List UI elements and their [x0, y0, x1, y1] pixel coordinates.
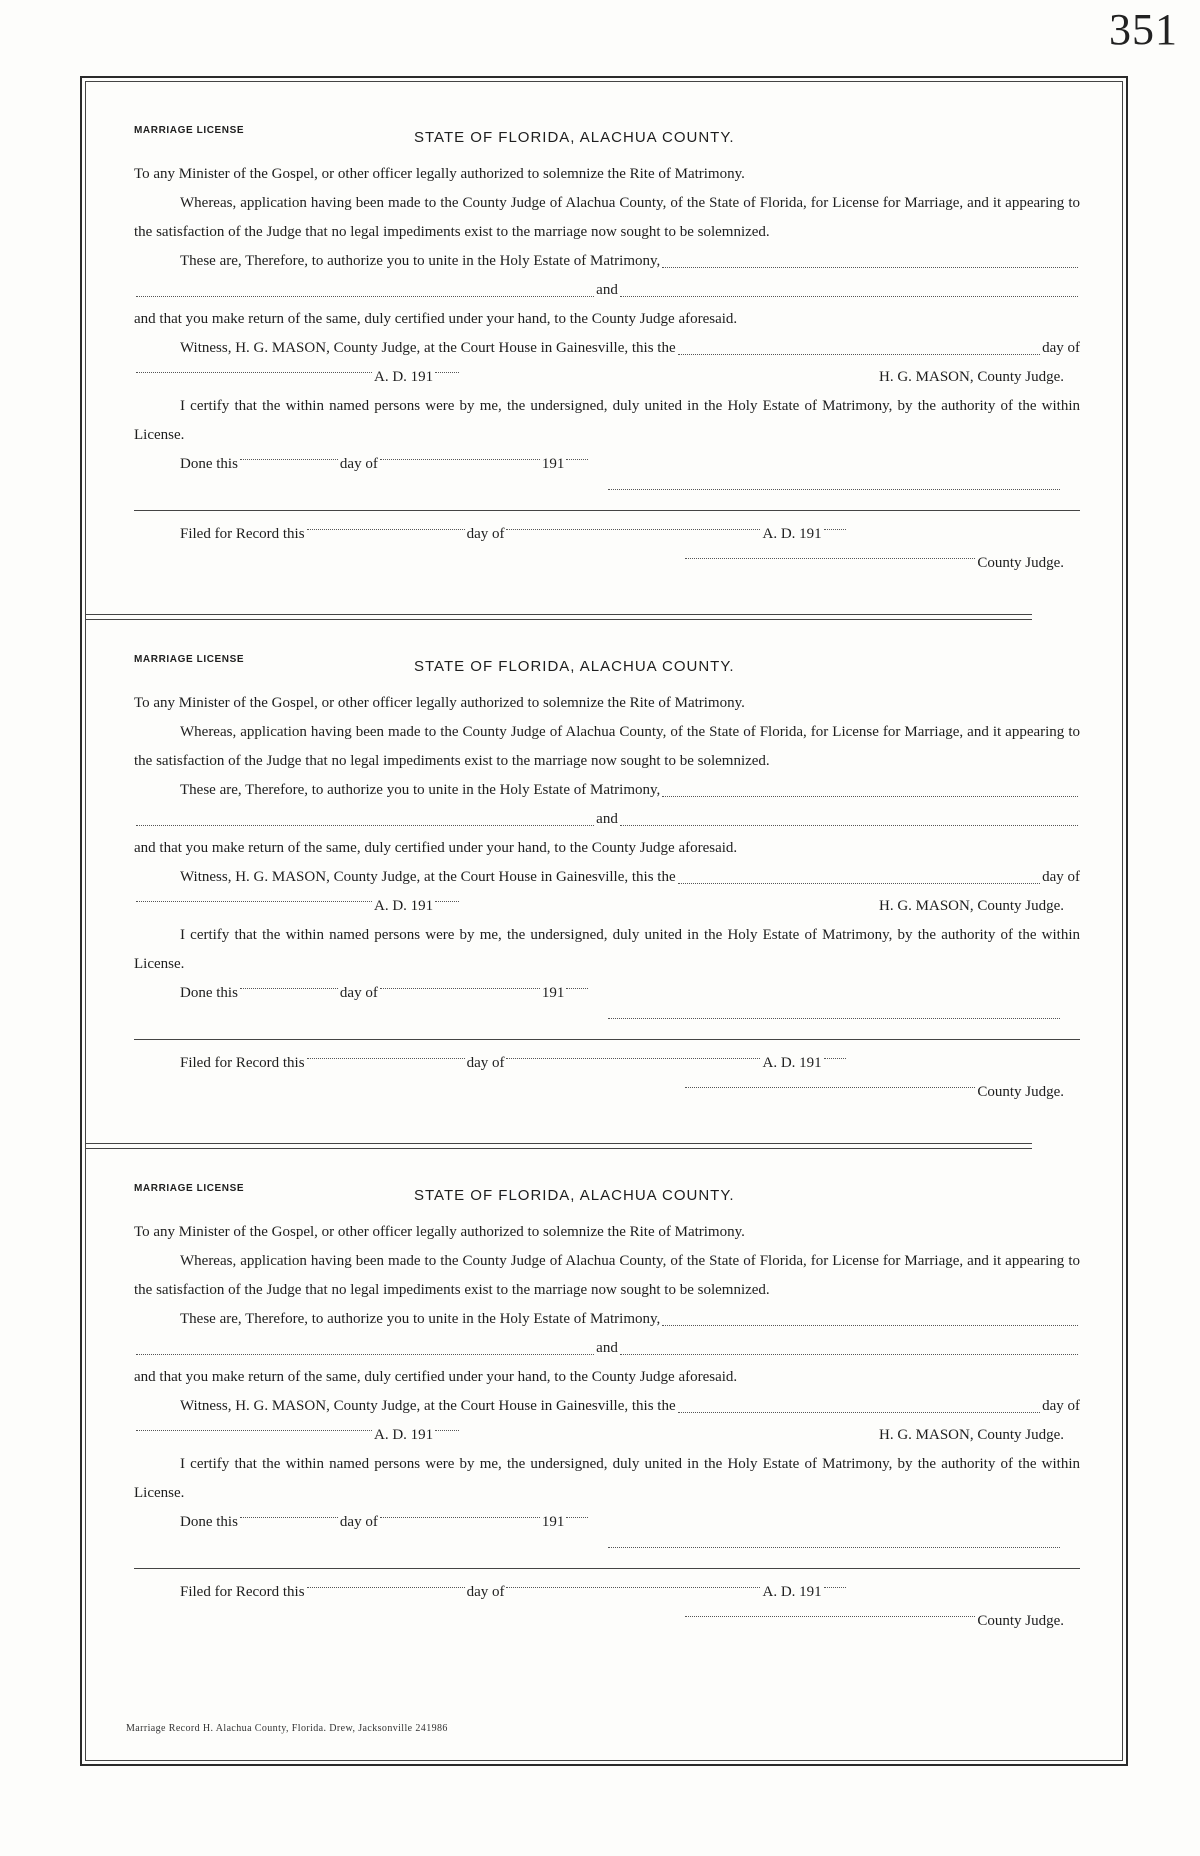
authorize-text: These are, Therefore, to authorize you to unite in the Holy Estate of Matrimony, [180, 1311, 661, 1327]
filed-line [134, 1049, 1080, 1078]
done-line [134, 1508, 1080, 1537]
officiant-signature-blank[interactable] [608, 489, 1060, 490]
witness-text: Witness, H. G. MASON, County Judge, at the Court House in Gainesville, this the [180, 340, 676, 356]
record-page-frame [80, 76, 1128, 1766]
license-body [134, 160, 1080, 578]
done-year-blank[interactable] [566, 1517, 588, 1518]
issue-date-line [134, 363, 1080, 392]
done-month-blank[interactable] [380, 459, 540, 460]
return-line [134, 305, 1080, 334]
authorize-text: These are, Therefore, to authorize you to unite in the Holy Estate of Matrimony, [180, 782, 661, 798]
filed-line [134, 520, 1080, 549]
witness-day-blank[interactable] [678, 1412, 1040, 1413]
done-line [134, 450, 1080, 479]
witness-line [134, 334, 1080, 363]
certify-paragraph: I certify that the within named persons were by me, the undersigned, duly united in the Holy Estate of Matrimony, by the authority of the within License. [134, 1456, 1080, 1501]
officiant-signature-blank[interactable] [608, 1547, 1060, 1548]
license-divider-1 [86, 614, 1032, 620]
marriage-license-1 [134, 122, 1080, 642]
issue-month-blank[interactable] [136, 372, 372, 373]
filed-ad-year-text: A. D. 191 [762, 1584, 822, 1600]
done-year-prefix: 191 [541, 985, 565, 1001]
filed-text: Filed for Record this [180, 1584, 305, 1600]
county-judge-signature-blank[interactable] [685, 1616, 975, 1617]
license-body [134, 1218, 1080, 1636]
officiant-signature-line [134, 1008, 1080, 1037]
names-line [134, 1334, 1080, 1363]
printer-imprint: Marriage Record H. Alachua County, Florida. Drew, Jacksonville 241986 [126, 1723, 448, 1734]
address-text: To any Minister of the Gospel, or other officer legally authorized to solemnize the Rite of Matrimony. [134, 166, 745, 182]
judge-signature: H. G. MASON, County Judge. [878, 898, 1064, 914]
done-day-blank[interactable] [240, 988, 338, 989]
day-of-text: day of [1042, 1398, 1080, 1414]
county-judge-text: County Judge. [977, 1084, 1064, 1100]
filed-day-of-text: day of [466, 526, 505, 542]
whereas-paragraph: Whereas, application having been made to the County Judge of Alachua County, of the State of Florida, for License for Marriage, and it appearing to the satisfaction of the Judge that no legal impediments exist to the marriage now sought to be solemnized. [134, 195, 1080, 240]
filed-year-blank[interactable] [824, 1587, 846, 1588]
done-line [134, 979, 1080, 1008]
filed-text: Filed for Record this [180, 1055, 305, 1071]
filed-day-blank[interactable] [307, 1058, 465, 1059]
filed-rule [134, 1568, 1080, 1569]
county-judge-text: County Judge. [977, 1613, 1064, 1629]
ad-year-text: A. D. 191 [374, 1427, 434, 1443]
certify-paragraph: I certify that the within named persons were by me, the undersigned, duly united in the Holy Estate of Matrimony, by the authority of the within License. [134, 398, 1080, 443]
issue-month-blank[interactable] [136, 1430, 372, 1431]
bride-name-blank[interactable] [620, 1354, 1078, 1355]
witness-text: Witness, H. G. MASON, County Judge, at the Court House in Gainesville, this the [180, 869, 676, 885]
filed-text: Filed for Record this [180, 526, 305, 542]
county-judge-signature-blank[interactable] [685, 1087, 975, 1088]
issue-year-blank[interactable] [435, 901, 459, 902]
officiant-signature-blank[interactable] [608, 1018, 1060, 1019]
address-text: To any Minister of the Gospel, or other officer legally authorized to solemnize the Rite of Matrimony. [134, 1224, 745, 1240]
county-judge-text: County Judge. [977, 555, 1064, 571]
done-year-prefix: 191 [541, 1514, 565, 1530]
bride-name-blank[interactable] [620, 296, 1078, 297]
filed-day-blank[interactable] [307, 529, 465, 530]
filed-rule [134, 510, 1080, 511]
and-text: and [596, 1340, 618, 1356]
return-line [134, 1363, 1080, 1392]
groom-name-blank[interactable] [662, 1325, 1078, 1326]
groom-name-blank[interactable] [662, 796, 1078, 797]
done-day-blank[interactable] [240, 459, 338, 460]
ad-year-text: A. D. 191 [374, 898, 434, 914]
address-line [134, 160, 1080, 189]
filed-day-blank[interactable] [307, 1587, 465, 1588]
judge-signature: H. G. MASON, County Judge. [878, 1427, 1064, 1443]
license-title: STATE OF FLORIDA, ALACHUA COUNTY. [414, 658, 735, 675]
issue-year-blank[interactable] [435, 1430, 459, 1431]
done-day-blank[interactable] [240, 1517, 338, 1518]
groom-name-continued-blank[interactable] [136, 296, 594, 297]
bride-name-blank[interactable] [620, 825, 1078, 826]
marriage-license-2 [134, 651, 1080, 1171]
filed-month-blank[interactable] [506, 1058, 760, 1059]
witness-line [134, 863, 1080, 892]
groom-name-continued-blank[interactable] [136, 825, 594, 826]
authorize-line [134, 1305, 1080, 1334]
certify-paragraph: I certify that the within named persons were by me, the undersigned, duly united in the Holy Estate of Matrimony, by the authority of the within License. [134, 927, 1080, 972]
issue-date-line [134, 892, 1080, 921]
address-text: To any Minister of the Gospel, or other officer legally authorized to solemnize the Rite of Matrimony. [134, 695, 745, 711]
done-day-of-text: day of [339, 985, 378, 1001]
license-divider-2 [86, 1143, 1032, 1149]
filed-line [134, 1578, 1080, 1607]
license-title: STATE OF FLORIDA, ALACHUA COUNTY. [414, 1187, 735, 1204]
address-line [134, 689, 1080, 718]
return-text: and that you make return of the same, duly certified under your hand, to the County Judge aforesaid. [134, 1369, 738, 1385]
and-text: and [596, 282, 618, 298]
license-body [134, 689, 1080, 1107]
filed-rule [134, 1039, 1080, 1040]
done-this-text: Done this [180, 456, 238, 472]
day-of-text: day of [1042, 869, 1080, 885]
officiant-signature-line [134, 1537, 1080, 1566]
county-judge-line [134, 1607, 1080, 1636]
done-year-blank[interactable] [566, 459, 588, 460]
whereas-paragraph: Whereas, application having been made to the County Judge of Alachua County, of the State of Florida, for License for Marriage, and it appearing to the satisfaction of the Judge that no legal impediments exist to the marriage now sought to be solemnized. [134, 724, 1080, 769]
groom-name-blank[interactable] [662, 267, 1078, 268]
done-month-blank[interactable] [380, 1517, 540, 1518]
witness-day-blank[interactable] [678, 354, 1040, 355]
filed-ad-year-text: A. D. 191 [762, 526, 822, 542]
filed-year-blank[interactable] [824, 1058, 846, 1059]
county-judge-line [134, 1078, 1080, 1107]
day-of-text: day of [1042, 340, 1080, 356]
filed-separator [134, 1037, 1080, 1049]
and-text: and [596, 811, 618, 827]
license-label: MARRIAGE LICENSE [134, 125, 245, 136]
done-this-text: Done this [180, 1514, 238, 1530]
county-judge-line [134, 549, 1080, 578]
county-judge-signature-blank[interactable] [685, 558, 975, 559]
page-number: 351 [1109, 5, 1178, 54]
done-year-prefix: 191 [541, 456, 565, 472]
ad-year-text: A. D. 191 [374, 369, 434, 385]
license-label: MARRIAGE LICENSE [134, 654, 245, 665]
license-label: MARRIAGE LICENSE [134, 1183, 245, 1194]
return-line [134, 834, 1080, 863]
groom-name-continued-blank[interactable] [136, 1354, 594, 1355]
filed-month-blank[interactable] [506, 1587, 760, 1588]
done-this-text: Done this [180, 985, 238, 1001]
done-day-of-text: day of [339, 1514, 378, 1530]
filed-separator [134, 508, 1080, 520]
filed-month-blank[interactable] [506, 529, 760, 530]
filed-day-of-text: day of [466, 1055, 505, 1071]
witness-text: Witness, H. G. MASON, County Judge, at the Court House in Gainesville, this the [180, 1398, 676, 1414]
names-line [134, 805, 1080, 834]
witness-line [134, 1392, 1080, 1421]
record-page-inner-frame [85, 81, 1123, 1761]
authorize-line [134, 776, 1080, 805]
return-text: and that you make return of the same, duly certified under your hand, to the County Judge aforesaid. [134, 840, 738, 856]
done-year-blank[interactable] [566, 988, 588, 989]
license-title: STATE OF FLORIDA, ALACHUA COUNTY. [414, 129, 735, 146]
filed-day-of-text: day of [466, 1584, 505, 1600]
filed-ad-year-text: A. D. 191 [762, 1055, 822, 1071]
witness-day-blank[interactable] [678, 883, 1040, 884]
authorize-text: These are, Therefore, to authorize you to unite in the Holy Estate of Matrimony, [180, 253, 661, 269]
address-line [134, 1218, 1080, 1247]
issue-month-blank[interactable] [136, 901, 372, 902]
done-day-of-text: day of [339, 456, 378, 472]
issue-year-blank[interactable] [435, 372, 459, 373]
done-month-blank[interactable] [380, 988, 540, 989]
names-line [134, 276, 1080, 305]
marriage-license-3 [134, 1180, 1080, 1700]
officiant-signature-line [134, 479, 1080, 508]
whereas-paragraph: Whereas, application having been made to the County Judge of Alachua County, of the State of Florida, for License for Marriage, and it appearing to the satisfaction of the Judge that no legal impediments exist to the marriage now sought to be solemnized. [134, 1253, 1080, 1298]
authorize-line [134, 247, 1080, 276]
issue-date-line [134, 1421, 1080, 1450]
judge-signature: H. G. MASON, County Judge. [878, 369, 1064, 385]
return-text: and that you make return of the same, duly certified under your hand, to the County Judge aforesaid. [134, 311, 738, 327]
filed-year-blank[interactable] [824, 529, 846, 530]
filed-separator [134, 1566, 1080, 1578]
